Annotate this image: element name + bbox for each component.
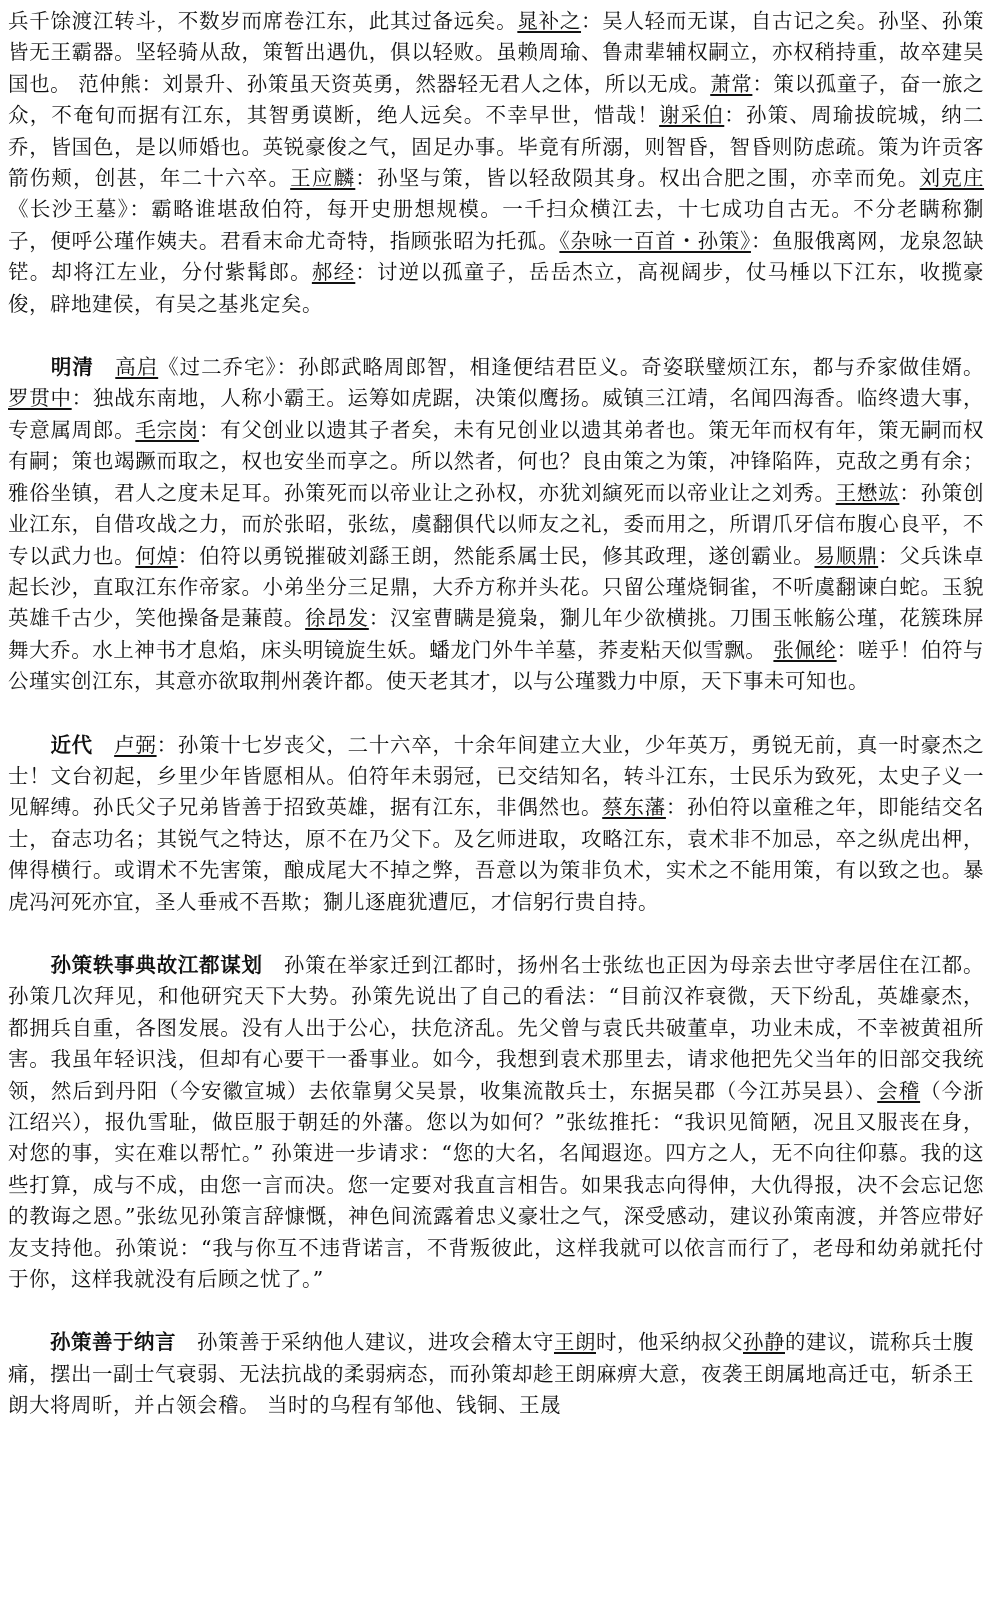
underlined-name: 王应麟 [290,166,356,191]
underlined-name: 高启 [115,355,159,380]
text-run: （今浙江绍兴），报仇雪耻，做臣服于朝廷的外藩。您以为如何？”张纮推托：“我识见简陋，况且又服丧在身，对您的事，实在难以帮忙。” 孙策进一步请求：“您的大名，名闻遐迩。四方之人，无不向往仰慕。我的这些打算，成与不成，由您一言而决。您一定要对我直言相告。如果我志向得伸，大仇得报，决不会忘记您的教诲之恩。”张纮见孙策言辞慷慨，神色间流露着忠义豪壮之气，深受感动，建议孙策南渡，并答应带好友支持他。孙策说：“我与你互不违背诺言，不背叛彼此，这样我就可以依言而行了，老母和幼弟就托付于你，这样我就没有后顾之忧了。” [8,1078,985,1292]
underlined-name: 刘克庄 [919,166,985,191]
underlined-name: 王懋竑 [835,480,900,505]
underlined-name: 谢采伯 [659,103,725,128]
text-run: ：讨逆以孤童子，岳岳杰立，高视阔步，仗马棰以下江东，收揽豪俊，辟地建侯，有吴之基兆定矣。 [8,260,985,316]
section-gap [8,1295,984,1327]
section-anecdote-jiangdu [8,950,984,1295]
underlined-name: 蔡东藩 [602,795,666,820]
text-run: ：有父创业以遗其子者矣，未有兄创业以遗其弟者也。策无年而权有年，策无嗣而权有嗣；策也竭蹶而取之，权也安坐而享之。所以然者，何也？良由策之为策，冲锋陷阵，克敌之勇有余；雅俗坐镇，君人之度未足耳。孙策死而以帝业让之孙权，亦犹刘縯死而以帝业让之刘秀。 [8,417,985,505]
underlined-name: 毛宗岗 [135,417,200,442]
section-gap [8,918,984,950]
section-accepting-advice [8,1327,984,1421]
underlined-name: 萧常 [710,71,753,96]
text-run: 孙策在举家迁到江都时，扬州名士张纮也正因为母亲去世守孝居住在江都。孙策几次拜见，和他研究天下大势。孙策先说出了自己的看法：“目前汉祚衰微，天下纷乱，英雄豪杰，都拥兵自重，各图发展。没有人出于公心，扶危济乱。先父曾与袁氏共破董卓，功业未成，不幸被黄祖所害。我虽年轻识浅，但却有心要干一番事业。如今，我想到袁术那里去，请求他把先父当年的旧部交我统领，然后到丹阳（今安徽宣城）去依靠舅父吴景，收集流散兵士，东据吴郡（今江苏吴县）、 [8,952,985,1103]
underlined-name: 会稽 [877,1078,921,1103]
section-heading: 明清 [50,355,94,380]
heading-gap [176,1330,197,1354]
text-run: ：策以孤童子，奋一旅之众，不奄旬而据有江东，其智勇谟断，绝人远矣。不幸早世，惜哉！ [8,71,985,128]
text-run: 《长沙王墓》：霸略谁堪敌伯符，每开史册想规模。一千扫众横江去，十七成功自古无。不分老瞒称猘子，便呼公瑾作姨夫。君看末命尤奇特，指顾张昭为托孤。 [8,197,984,253]
text-run: ：孙坚与策，皆以轻敌陨其身。权出合肥之围，亦幸而免。 [355,166,920,191]
underlined-name: 卢弼 [114,732,157,757]
underlined-name: 王朗 [554,1330,596,1355]
text-run: ：独战东南地，人称小霸王。运筹如虎踞，决策似鹰扬。威镇三江靖，名闻四海香。临终遗大事，专意属周郎。 [8,386,985,442]
heading-gap [94,355,115,379]
text-run: ：孙策十七岁丧父，二十六卒，十余年间建立大业，少年英万，勇锐无前，真一时豪杰之士！文台初起，乡里少年皆愿相从。伯符年未弱冠，已交结知名，转斗江东，士民乐为致死，太史子义一见解缚。孙氏父子兄弟皆善于招致英雄，据有江东，非偶然也。 [8,732,985,820]
section-heading: 近代 [50,732,93,757]
underlined-name: 孙静 [743,1330,785,1355]
text-run: ：嗟乎！伯符与公瑾实创江东，其意亦欲取荆州袭许都。使天老其才，以与公瑾戮力中原，天下事未可知也。 [8,637,985,694]
text-run: ：孙策创业江东，自借攻战之力，而於张昭，张纮，虞翻俱代以师友之礼，委而用之，所谓爪牙信布腹心良平，不专以武力也。 [8,480,985,568]
indent [8,953,50,977]
text-run: ：父兵诛卓起长沙，直取江东作帝家。小弟坐分三足鼎，大乔方称并头花。只留公瑾烧铜雀，不听虞翻谏白蛇。玉貌英雄千古少，笑他操备是蒹葭。 [8,543,985,631]
heading-gap [93,733,114,757]
section-heading: 孙策轶事典故江都谋划 [50,952,263,977]
section-jindai [8,730,984,918]
text-run: ：孙伯符以童稚之年，即能结交名士，奋志功名；其锐气之特达，原不在乃父下。及乞师进取，攻略江东，袁术非不加忌，卒之纵虎出柙，俾得横行。或谓术不先害策，酿成尾大不掉之弊，吾意以为策非负术，实术之不能用策，有以致之也。暴虎冯河死亦宜，圣人垂戒不吾欺；猘儿逐鹿犹遭厄，才信躬行贵自持。 [8,795,985,914]
underlined-name: 郝经 [311,260,356,285]
indent [8,1330,50,1354]
text-run: 时，他采纳叔父 [596,1330,743,1355]
text-run: ：伯符以勇锐摧破刘繇王朗，然能系属士民，修其政理，遂创霸业。 [177,543,815,568]
underlined-name: 易顺鼎 [814,543,879,568]
text-run: 《过二乔宅》：孙郎武略周郎智，相逢便结君臣义。奇姿联璧烦江东，都与乔家做佳婿。 [158,355,985,380]
indent [8,355,51,379]
text-run: 兵千馀渡江转斗，不数岁而席卷江东，此其过备远矣。 [8,9,518,33]
section-heading: 孙策善于纳言 [50,1330,176,1355]
section-gap [8,320,984,352]
text-run: ：孙策、周瑜拔皖城，纳二乔，皆国色，是以师婚也。英锐豪俊之气，固足办事。毕竟有所溺，则智昏，智昏则防虑疏。策为许贡客箭伤颊，创甚，年二十六卒。 [8,103,985,191]
section-song-yuan [8,6,984,320]
text-run: 的建议，谎称兵士腹痛，摆出一副士气衰弱、无法抗战的柔弱病态，而孙策却趁王朗麻痹大意，夜袭王朗属地高迁屯，斩杀王朗大将周昕，并占领会稽。 当时的乌程有邹他、钱铜、王晟 [8,1330,974,1418]
text-run: ：鱼服俄离网，龙泉忽缺铓。却将江左业，分付紫髯郎。 [8,228,985,285]
text-run: ：汉室曹瞒是獍枭，猘儿年少欲横挑。刀围玉帐觞公瑾，花簇珠屏舞大乔。水上神书才息焰，床头明镜旋生妖。蟠龙门外牛羊墓，荞麦粘天似雪飘。 [8,606,985,662]
underlined-name: 《杂咏一百首・孙策》 [559,228,751,253]
section-ming-qing [8,352,984,697]
text-run: 孙策善于采纳他人建议，进攻会稽太守 [197,1330,554,1355]
underlined-name: 张佩纶 [773,637,837,662]
underlined-name: 何焯 [135,543,178,568]
indent [8,733,50,757]
underlined-name: 罗贯中 [8,386,72,411]
underlined-name: 晁补之 [517,9,582,33]
section-gap [8,698,984,730]
underlined-name: 徐昂发 [305,606,369,631]
heading-gap [263,953,284,977]
text-run: ：吴人轻而无谋，自古记之矣。孙坚、孙策皆无王霸器。坚轻骑从敌，策暂出遇仇，俱以轻败。虽赖周瑜、鲁肃辈辅权嗣立，亦权稍持重，故卒建吴国也。 范仲熊：刘景升、孙策虽天资英勇，然器轻无君人之体，所以无成。 [8,9,985,96]
